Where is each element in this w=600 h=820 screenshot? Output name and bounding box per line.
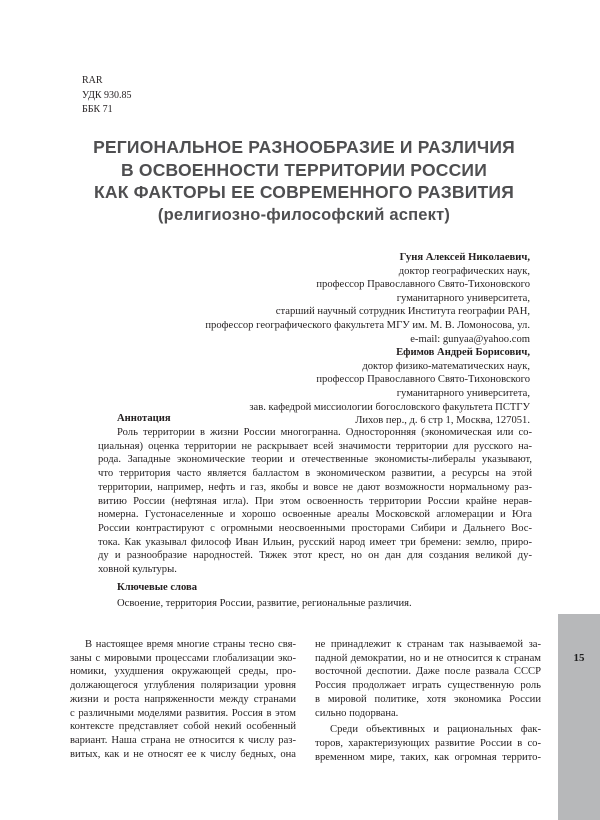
author-1-position: гуманитарного университета, bbox=[396, 292, 530, 304]
page-number: 15 bbox=[573, 652, 585, 664]
body-line: Россия продолжает играть существенную роль bbox=[315, 680, 541, 692]
bbk-code: ББК 71 bbox=[82, 104, 113, 115]
body-right-column bbox=[315, 638, 541, 764]
abstract-line: что территория часто является балластом в экономическом развитии, а ресурсы на этой bbox=[98, 468, 532, 480]
author-2-position: профессор Православного Свято-Тихоновского bbox=[316, 374, 530, 386]
body-line: с различными моделями развития. Россия в этом bbox=[70, 707, 296, 719]
body-line: жизни и роста напряженности между странами bbox=[70, 693, 296, 705]
body-line: сильно подорвана. bbox=[315, 707, 399, 719]
body-left-column bbox=[70, 638, 296, 761]
body-line: витых, как и не относят ее к числу бедных, она bbox=[70, 748, 296, 760]
author-1-position: профессор Православного Свято-Тихоновского bbox=[316, 279, 530, 291]
body-line: контексте представляет собой некий особенный bbox=[70, 721, 296, 733]
body-line: не принадлежит к странам так называемой за- bbox=[315, 639, 541, 650]
body-line: заны с мировыми процессами глобализации эко- bbox=[70, 652, 296, 664]
author-1-name: Гуня Алексей Николаевич, bbox=[399, 252, 530, 263]
title-line-2: В ОСВОЕННОСТИ ТЕРРИТОРИИ РОССИИ bbox=[121, 159, 487, 180]
abstract-line: циальная) оценка территории не раскрывает всей значимости территории для русского на- bbox=[98, 440, 532, 452]
body-line: вариант. Наша страна не относится к числу раз- bbox=[70, 734, 296, 746]
author-1-email: e-mail: gunyaa@yahoo.com bbox=[410, 333, 530, 345]
author-2-name: Ефимов Андрей Борисович, bbox=[396, 347, 530, 359]
abstract-line: ховной культуры. bbox=[98, 564, 177, 576]
author-block bbox=[90, 251, 530, 428]
body-line: номики, ухудшения окружающей среды, про- bbox=[70, 666, 296, 678]
author-1-degree: доктор географических наук, bbox=[398, 265, 530, 277]
body-line: В настоящее время многие страны тесно свя- bbox=[85, 639, 296, 650]
author-1-position: профессор географического факультета МГУ им. М. В. Ломоносова, ул. bbox=[205, 319, 530, 331]
abstract-line: тока. Как указывал философ Иван Ильин, русский народ имеет три бремени: землю, приро- bbox=[98, 536, 532, 548]
abstract-text bbox=[98, 426, 532, 577]
author-1-position: старший научный сотрудник Института географии РАН, bbox=[275, 306, 530, 318]
body-line: в мировой политике, хотя экономика России bbox=[315, 693, 541, 705]
abstract-line: Роль территории в жизни России многогранна. Односторонняя (экономическая или со- bbox=[117, 427, 532, 438]
body-line: торов, характеризующих развитие России в со- bbox=[315, 737, 541, 749]
title-line-1: РЕГИОНАЛЬНОЕ РАЗНООБРАЗИЕ И РАЗЛИЧИЯ bbox=[93, 137, 515, 157]
abstract-heading: Аннотация bbox=[117, 413, 171, 424]
title-line-3: КАК ФАКТОРЫ ЕЕ СОВРЕМЕННОГО РАЗВИТИЯ bbox=[94, 182, 514, 202]
page-number-tab bbox=[558, 614, 600, 820]
rar-code: RAR bbox=[82, 75, 103, 86]
author-2-position: гуманитарного университета, bbox=[396, 387, 530, 399]
body-line: падной демократии, но и не относится к странам bbox=[315, 652, 541, 664]
article-subtitle: (религиозно-философский аспект) bbox=[157, 205, 451, 224]
keywords-heading: Ключевые слова bbox=[117, 582, 198, 593]
author-2-position: зав. кафедрой миссиологии богословского факультета ПСТГУ bbox=[249, 401, 530, 413]
body-line: должающегося углубления поляризации уровня bbox=[70, 680, 296, 692]
abstract-line: номерна. Густонаселенные и хорошо освоенные ареалы Московской агломерации и Юга bbox=[98, 509, 532, 521]
udk-code: УДК 930.85 bbox=[82, 89, 132, 101]
publication-codes bbox=[82, 74, 132, 118]
abstract-line: рода. Западные экономические теории и отечественные экономисты-либералы указывают, bbox=[98, 454, 532, 466]
abstract-line: витию России (нефтяная игла). При этом освоенность территории России крайне нерав- bbox=[98, 495, 532, 507]
body-line: временном мире, таких, как огромная террито- bbox=[315, 751, 541, 763]
abstract-line: территории, например, нефть и газ, якобы и вовсе не дают возможности нормальному раз- bbox=[98, 481, 532, 493]
article-title bbox=[40, 136, 568, 226]
author-2-address: Лихов пер., д. 6 стр 1, Москва, 127051. bbox=[355, 415, 530, 427]
body-line: восточной деспотии. Даже после развала СССР bbox=[315, 666, 541, 678]
keywords-text: Освоение, территория России, развитие, региональные различия. bbox=[117, 598, 412, 609]
abstract-line: ду и разнообразие народностей. Тяжек этот крест, но он дан для создания великой ду- bbox=[98, 550, 532, 562]
author-2-degree: доктор физико-математических наук, bbox=[362, 360, 530, 372]
body-line: Среди объективных и рациональных фак- bbox=[330, 724, 541, 736]
abstract-line: России контрастируют с огромными неосвоенными просторами Сибири и Дальнего Вос- bbox=[98, 522, 532, 534]
